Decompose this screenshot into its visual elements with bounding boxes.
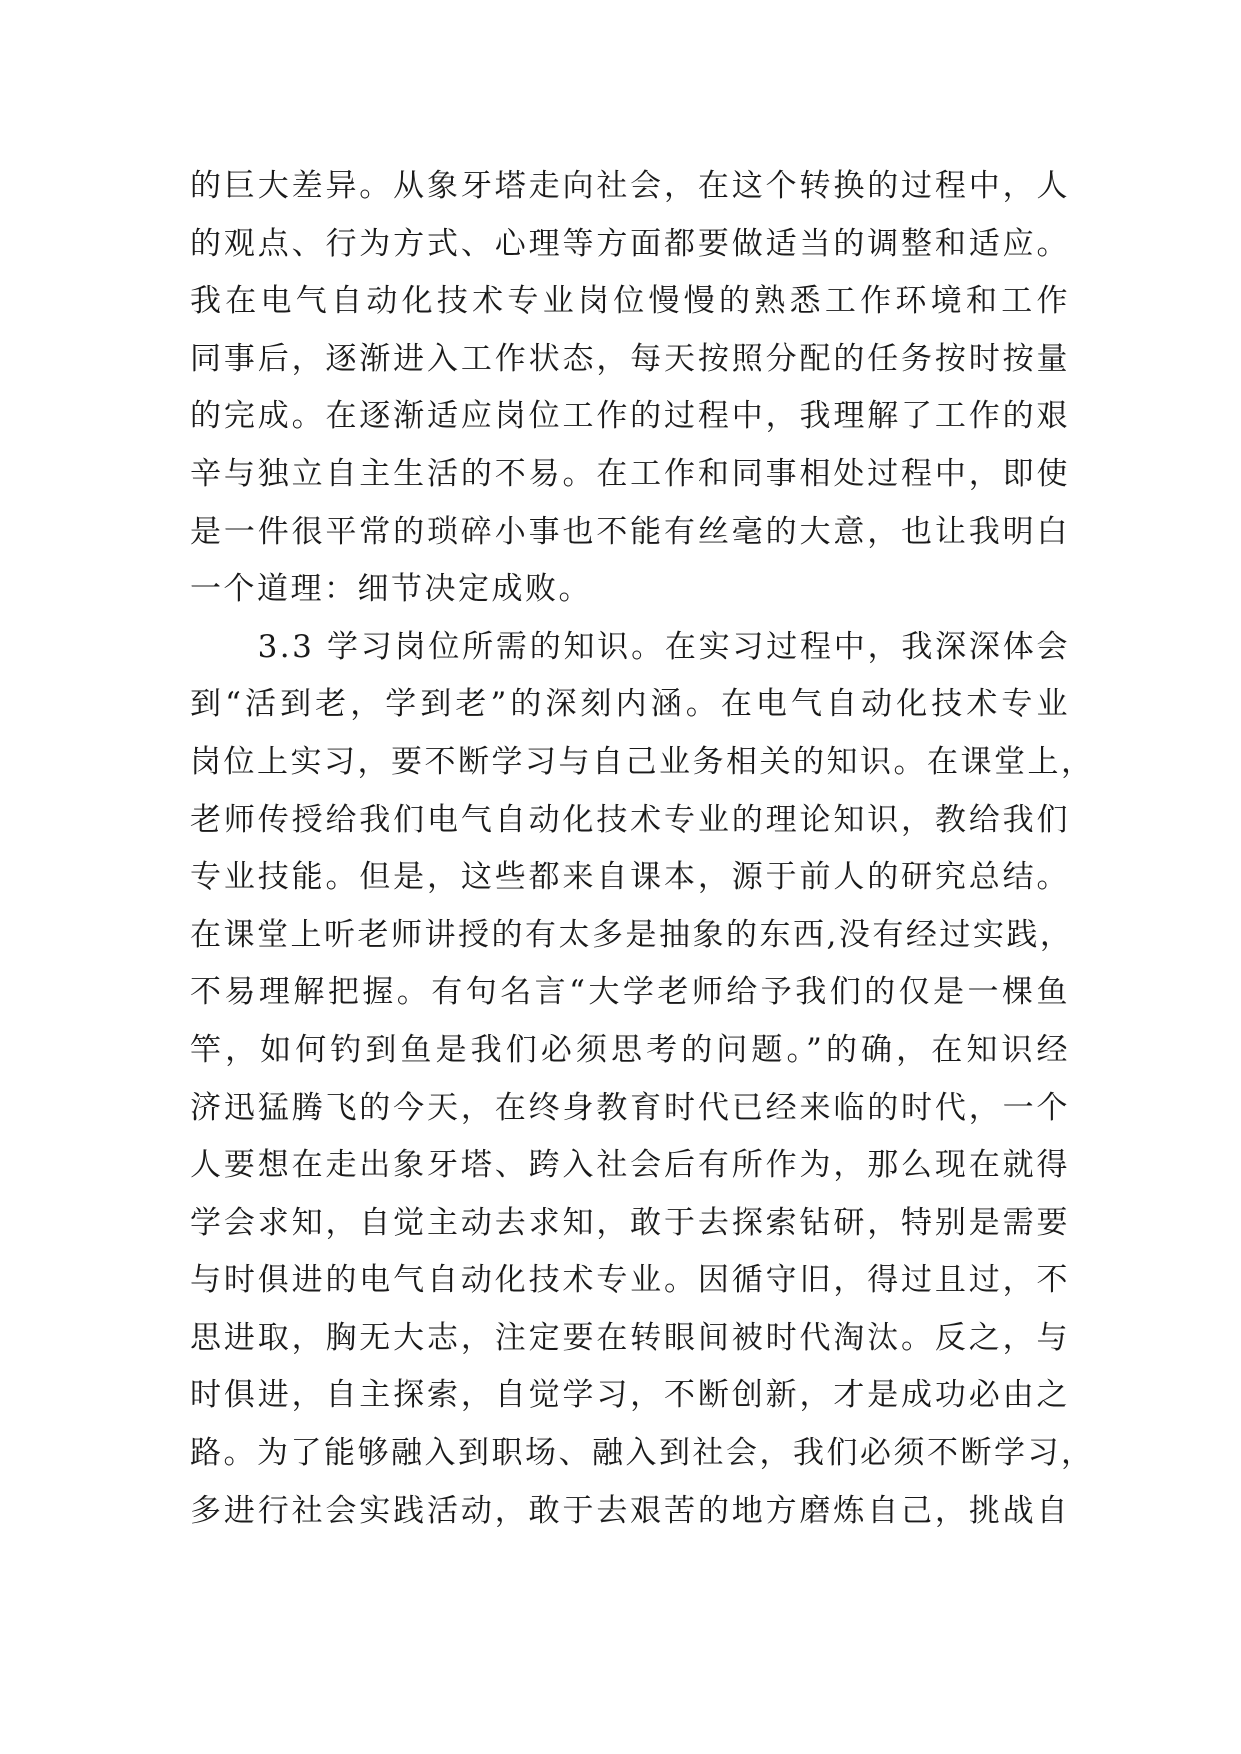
text-line: 我在电气自动化技术专业岗位慢慢的熟悉工作环境和工作 xyxy=(190,283,1070,320)
text-line: 与时俱进的电气自动化技术专业。因循守旧，得过且过，不 xyxy=(190,1262,1070,1299)
text-line: 人要想在走出象牙塔、跨入社会后有所作为，那么现在就得 xyxy=(190,1147,1070,1184)
text-line: 竿，如何钓到鱼是我们必须思考的问题。”的确，在知识经 xyxy=(190,1031,1070,1068)
text-line: 岗位上实习，要不断学习与自己业务相关的知识。在课堂上， xyxy=(190,743,1095,780)
text-line: 时俱进，自主探索，自觉学习，不断创新，才是成功必由之 xyxy=(190,1377,1070,1414)
text-line: 济迅猛腾飞的今天，在终身教育时代已经来临的时代，一个 xyxy=(190,1089,1070,1126)
body-text xyxy=(190,158,1095,1540)
text-line: 一个道理：细节决定成败。 xyxy=(190,571,592,608)
section-start-line: 3.3 学习岗位所需的知识。在实习过程中，我深深体会 xyxy=(190,628,1070,665)
text-line: 的完成。在逐渐适应岗位工作的过程中，我理解了工作的艰 xyxy=(190,398,1070,435)
text-line: 路。为了能够融入到职场、融入到社会，我们必须不断学习， xyxy=(190,1435,1095,1472)
text-line: 思进取，胸无大志，注定要在转眼间被时代淘汰。反之，与 xyxy=(190,1319,1070,1356)
text-line: 辛与独立自主生活的不易。在工作和同事相处过程中，即使 xyxy=(190,455,1070,492)
text-line: 多进行社会实践活动，敢于去艰苦的地方磨炼自己，挑战自 xyxy=(190,1492,1070,1529)
text-line: 专业技能。但是，这些都来自课本，源于前人的研究总结。 xyxy=(190,859,1070,896)
text-line: 是一件很平常的琐碎小事也不能有丝毫的大意，也让我明白 xyxy=(190,513,1070,550)
text-line: 学会求知，自觉主动去求知，敢于去探索钻研，特别是需要 xyxy=(190,1204,1070,1241)
text-line: 的巨大差异。从象牙塔走向社会，在这个转换的过程中，人 xyxy=(190,168,1070,204)
text-line: 不易理解把握。有句名言“大学老师给予我们的仅是一棵鱼 xyxy=(190,974,1070,1011)
text-line: 老师传授给我们电气自动化技术专业的理论知识，教给我们 xyxy=(190,801,1070,838)
text-line: 到“活到老，学到老”的深刻内涵。在电气自动化技术专业 xyxy=(190,686,1070,723)
text-line: 的观点、行为方式、心理等方面都要做适当的调整和适应。 xyxy=(190,225,1070,262)
text-line: 同事后，逐渐进入工作状态，每天按照分配的任务按时按量 xyxy=(190,340,1070,377)
text-line: 在课堂上听老师讲授的有太多是抽象的东西,没有经过实践， xyxy=(190,916,1074,953)
